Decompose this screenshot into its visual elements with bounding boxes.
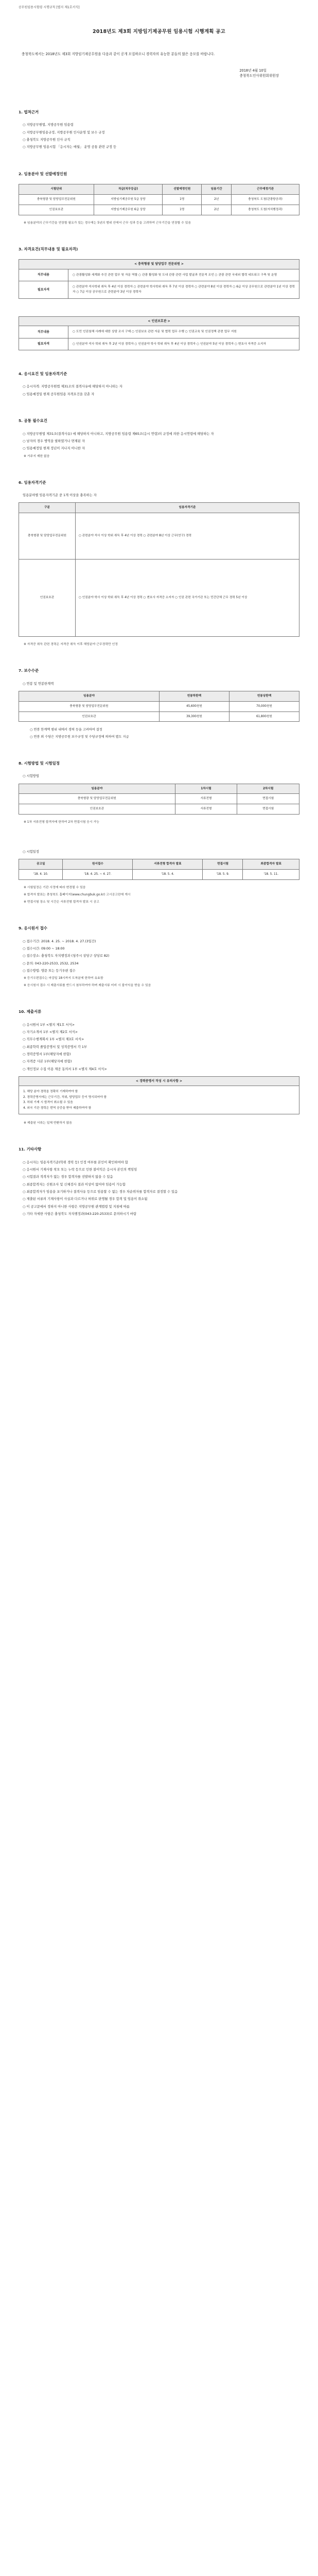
section-qualification-title: 3. 자격요건(직무내용 및 필요자격) — [19, 246, 78, 251]
kv-value: ○ 관광활성화 세계화 추진 관련 업무 및 자문 역할 ○ 관광 활성화 및 도내 관광 관련 사업 발굴과 전문적 조언 ○ 관광 관련 국내외 협력 네트워크 구축 및 운영 — [73, 273, 277, 277]
table-header: 시험단위 — [19, 184, 94, 195]
kv-value: ○ 도민 인권침해 사례에 대한 상담 조사 구제 ○ 인권보호 관련 자문 및 협력 업무 수행 ○ 인권교육 및 인권정책 관련 업무 지원 — [73, 330, 237, 334]
table-cell: '18. 5. 9. — [203, 870, 243, 880]
kv-key: 필요자격 — [19, 338, 68, 350]
table-header: 면접시험 — [203, 859, 243, 870]
note-text: ※ 합격자 발표는 충청북도 홈페이지(www.chungbuk.go.kr) 고시공고란에 게시 — [24, 893, 131, 897]
lead-text: ○ 시험일정 — [23, 850, 39, 854]
list-item: ○ 개인정보 수집 이용 제공 동의서 1부 <별지 제4호 서식> — [23, 1067, 107, 1071]
table-header: 임용분야 — [19, 784, 175, 794]
table-row — [19, 560, 299, 637]
table-header-row — [19, 859, 299, 870]
list-item: 2. 경력증명서에는 근무기간, 직위, 담당업무 등이 명시되어야 함 — [23, 1095, 107, 1099]
table-cell: 충북형광 및 담당업무전문위원 — [19, 701, 160, 711]
section-common-requirements-title: 5. 공통 필수요건 — [19, 418, 47, 423]
box-body — [19, 1086, 299, 1114]
list-item: ○ 임용예정일 현재 정년이 지나지 아니한 자 — [23, 447, 85, 451]
table-header: 연봉상한액 — [229, 691, 299, 701]
criteria-table — [19, 502, 299, 637]
list-item: ○ 임용예정일 현재 공무원임용 자격요건을 갖춘 자 — [23, 392, 95, 396]
list-item: ○ 연봉 외 수당은 지방공무원 보수규정 및 수당규정에 의하여 별도 지급 — [30, 735, 129, 739]
table-cell: 2년 — [202, 205, 232, 215]
note-text: ※ 응시원서 접수 시 제출서류를 반드시 첨부하여야 하며 제출서류 미비 시 불이익을 받을 수 있음 — [24, 984, 151, 988]
table-cell: 충청북도 도청(관광항공과) — [232, 195, 299, 205]
note-text: ※ 시험일정은 기관 사정에 따라 변경될 수 있음 — [24, 886, 86, 890]
list-item: ○ 최종학력 졸업증명서 및 성적증명서 각 1부 — [23, 1045, 87, 1049]
kv-row — [19, 338, 299, 350]
section-positions-title: 2. 임용분야 및 선발예정인원 — [19, 171, 67, 176]
table-cell: 서류전형 — [175, 804, 237, 815]
lead-text: ○ 응시원서 1부 <별지 제1호 서식> — [23, 1023, 75, 1027]
table-cell: ○ 관련분야 석사 이상 학위 취득 후 4년 이상 경력 ○ 관련분야 8년 이상 근무(연구) 경력 — [76, 513, 299, 560]
table-header: 임용분야 — [19, 691, 160, 701]
table-header: 구분 — [19, 503, 76, 513]
list-item: ○ 제출된 서류의 기재사항이 사실과 다르거나 허위로 판명될 경우 합격 및 임용이 취소됨 — [23, 1197, 148, 1201]
note-text: ※ 면접시험 장소 및 시간은 서류전형 합격자 발표 시 공고 — [24, 901, 99, 904]
table-header-row — [19, 691, 299, 701]
table-header: 서류전형 합격자 발표 — [133, 859, 203, 870]
table-cell: ○ 인권분야 학사 이상 학위 취득 후 4년 이상 경력 ○ 변호사 자격증 소지자 ○ 인권 관련 국가기관 또는 민간단체 근무 경력 5년 이상 — [76, 560, 299, 637]
list-item: ○ 최종합격자는 신원조사 및 신체검사 결과 이상이 없어야 임용이 가능함 — [23, 1182, 126, 1187]
list-item: ○ 접수방법: 방문 또는 등기우편 접수 — [23, 969, 76, 973]
table-header: 근무예정기관 — [232, 184, 299, 195]
section-legal-basis-title: 1. 법적근거 — [19, 109, 39, 114]
table-cell: 인권보호관 — [19, 804, 175, 815]
kv-value: ○ 인권분야 석사 학위 취득 후 2년 이상 경력자 ○ 인권분야 학사 학위 취득 후 4년 이상 경력자 ○ 인권분야 5년 이상 경력자 ○ 변호사 자격증 소지자 — [73, 342, 266, 346]
note-text: ※ 제출된 서류는 일체 반환하지 않음 — [24, 1122, 72, 1125]
list-item: 3. 허위 기재 시 합격이 취소될 수 있음 — [23, 1101, 73, 1105]
table-cell: 지방임기제공무원 6급 상당 — [94, 205, 162, 215]
table-row — [19, 205, 299, 215]
list-item: ○ 문의: 043-220-2533, 2532, 2534 — [23, 961, 79, 965]
salary-table — [19, 691, 299, 722]
table-row — [19, 195, 299, 205]
kv-row — [19, 281, 299, 298]
table-row — [19, 870, 299, 880]
list-item: ○ 지방공무원법 제31조(결격사유) 에 해당하지 아니하고, 지방공무원 임용령 제65조(응시 연령)의 규정에 의한 응시연령에 해당하는 자 — [23, 432, 214, 436]
kv-key: 직무내용 — [19, 269, 68, 281]
positions-table — [19, 184, 299, 215]
table-cell: '18. 4. 25. ~ 4. 27. — [63, 870, 133, 880]
table-cell: 충북형광 및 담당업무전문위원 — [19, 794, 175, 804]
list-item: ○ 이 공고문에서 정하지 아니한 사항은 지방공무원 관계법령 및 지침에 따름 — [23, 1205, 130, 1209]
table-cell: 61,800천원 — [229, 711, 299, 722]
table-cell: 2년 — [202, 195, 232, 205]
list-item: ○ 충청북도 지방공무원 인사 규칙 — [23, 138, 70, 142]
table-row — [19, 711, 299, 722]
note-text: ※ 등기우편접수는 마감일 18시까지 도착분에 한하여 유효함 — [24, 977, 103, 980]
section-eligibility-title: 4. 응시요건 및 임용자격기준 — [19, 371, 67, 376]
table-header-row — [19, 503, 299, 513]
note-text: ※ 임용분야의 근무기간을 연장할 필요가 있는 경우에는 5년의 범위 안에서 근무 성과 등을 고려하여 근무기간을 연장할 수 있음 — [24, 221, 191, 225]
section-salary-title: 7. 보수수준 — [19, 668, 39, 673]
list-item: ○ 자기소개서 1부 <별지 제2호 서식> — [23, 1030, 78, 1035]
table-cell: 충북형광 및 담당업무전문위원 — [19, 195, 94, 205]
list-item: ○ 응시자격: 지방공무원법 제31조의 결격사유에 해당하지 아니하는 자 — [23, 385, 122, 389]
table-header-row — [19, 784, 299, 794]
table-cell: 서류전형 — [175, 794, 237, 804]
table-cell: '18. 5. 4. — [133, 870, 203, 880]
list-item: ○ 접수기간: 2018. 4. 25. ~ 2018. 4. 27.(3일간) — [23, 939, 96, 943]
section-documents-title: 10. 제출서류 — [19, 1009, 42, 1014]
note-text: ※ 자격증 취득 관련 경력은 자격증 취득 이후 해당분야 근무경력만 인정 — [24, 643, 118, 647]
table-header: 최종합격자 발표 — [243, 859, 299, 870]
list-item: 1. 해당 분야 경력을 정확히 기재하여야 함 — [23, 1090, 78, 1094]
note-text: ※ 거주지 제한 없음 — [24, 454, 50, 458]
list-item: ○ 시험결과 적격자가 없는 경우 합격자를 선발하지 않을 수 있음 — [23, 1175, 113, 1179]
kv-row — [19, 269, 299, 281]
table-cell: 1명 — [163, 195, 202, 205]
exam-method-table — [19, 784, 299, 815]
kv-key: 직무내용 — [19, 326, 68, 337]
note-text: ※ 1차 서류전형 합격자에 한하여 2차 면접시험 응시 가능 — [24, 821, 99, 824]
table-cell: '18. 5. 11. — [243, 870, 299, 880]
list-item: ○ 자격증 사본 1부(해당자에 한함) — [23, 1060, 72, 1064]
table-header-row — [19, 184, 299, 195]
lead-text: ○ 시험방법 — [23, 774, 39, 778]
lead-text: ○ 연봉 및 연봉한계액 — [23, 682, 54, 686]
table-row — [19, 513, 299, 560]
table-header: 공고일 — [19, 859, 63, 870]
list-item: ○ 직무수행계획서 1부 <별지 제3호 서식> — [23, 1038, 84, 1042]
list-item: ○ 연봉 한계액 범위 내에서 경력 등을 고려하여 결정 — [30, 728, 102, 732]
table-cell: 70,000천원 — [229, 701, 299, 711]
table-header: 원서접수 — [63, 859, 133, 870]
table-cell: 지방임기제공무원 5급 상당 — [94, 195, 162, 205]
kv-key: 필요자격 — [19, 281, 68, 298]
table-row — [19, 701, 299, 711]
kv-row — [19, 326, 299, 338]
table-cell: 39,300천원 — [159, 711, 229, 722]
table-header: 2차시험 — [237, 784, 299, 794]
table-cell: 1명 — [163, 205, 202, 215]
table-cell: 인권보호관 — [19, 711, 160, 722]
box-header: < 경력증명서 작성 시 유의사항 > — [19, 1077, 299, 1086]
table-cell: 인권보호관 — [19, 560, 76, 637]
list-item: ○ 남자의 경우 병역을 필하였거나 면제된 자 — [23, 439, 85, 443]
section-appointment-criteria-title: 6. 임용자격기준 — [19, 480, 46, 485]
table-header: 직급(직무등급) — [94, 184, 162, 195]
table-row — [19, 804, 299, 815]
list-item: ○ 응시자는 임용자격기준(학위 경력 등) 인정 여부를 본인이 확인하여야 함 — [23, 1160, 128, 1164]
list-item: ○ 경력증명서 1부(해당자에 한함) — [23, 1053, 71, 1057]
table-cell: 인권보호관 — [19, 205, 94, 215]
list-item: ○ 지방공무원임용규정, 지방공무원 인사운영 및 보수 규정 — [23, 130, 105, 134]
announcement-date: 2018년 4월 10일 — [239, 68, 267, 73]
table-header: 선발예정인원 — [163, 184, 202, 195]
table-cell: 충북형광 및 담당업무전문위원 — [19, 513, 76, 560]
schedule-table — [19, 859, 299, 880]
career-notes-box — [19, 1076, 299, 1114]
lead-text: 임용분야별 임용자격기준 중 1개 이상을 충족하는 자 — [23, 494, 97, 497]
qualification-box-human-rights — [19, 316, 299, 350]
list-item: ○ 접수시간: 09:00 ~ 18:00 — [23, 946, 65, 951]
issuing-organization: 충청북도인사위원회위원장 — [239, 73, 279, 78]
list-item: 4. 외국 기관 경력은 번역 공증을 받아 제출하여야 함 — [23, 1106, 92, 1110]
intro-text: 충청북도에서는 2018년도 제3회 지방임기제공무원을 다음과 같이 공개 모집하오니 경력자의 유능한 분들의 많은 응모를 바랍니다. — [22, 52, 215, 57]
list-item: ○ 최종합격자가 임용을 포기하거나 결격사유 등으로 임용할 수 없는 경우 차순위자를 합격자로 결정할 수 있음 — [23, 1190, 178, 1194]
list-item: ○ 지방공무원 임용시험 「응시자는 매월」 운영 공통 관련 규정 등 — [23, 145, 117, 149]
box-header: < 충북형광 및 담당업무 전문위원 > — [19, 260, 299, 269]
table-cell: 45,600천원 — [159, 701, 229, 711]
table-cell: 면접시험 — [237, 794, 299, 804]
list-item: ○ 응시원서 기재사항 착오 또는 누락 등으로 인한 불이익은 응시자 본인의 책임임 — [23, 1167, 137, 1172]
table-row — [19, 794, 299, 804]
form-label: 공무원임용시험령 시행규칙 [별지 제1호서식] — [19, 6, 80, 9]
kv-value: ○ 관련분야 석사학위 취득 후 4년 이상 경력자 ○ 관련분야 학사학위 취득 후 7년 이상 경력자 ○ 관련분야 8년 이상 경력자 ○ 6급 이상 공무원으로 관련분야 1년 이상 경력자 ○ 7급 이상 공무원으로 관련분야 3년 이상 경력자 — [73, 285, 295, 294]
list-item: ○ 접수장소: 충청북도 자치행정과 (청주시 상당구 상당로 82) — [23, 954, 110, 958]
table-cell: 충청북도 도청(자치행정과) — [232, 205, 299, 215]
table-header: 임용자격기준 — [76, 503, 299, 513]
table-cell: '18. 4. 10. — [19, 870, 63, 880]
qualification-box-tourism — [19, 259, 299, 299]
table-header: 임용기간 — [202, 184, 232, 195]
table-cell: 면접시험 — [237, 804, 299, 815]
list-item: ○ 기타 자세한 사항은 충청북도 자치행정과(043-220-2533)로 문의하시기 바람 — [23, 1212, 137, 1216]
section-misc-title: 11. 기타사항 — [19, 1147, 42, 1152]
section-exam-method-title: 8. 시험방법 및 시험일정 — [19, 760, 60, 766]
section-application-title: 9. 응시원서 접수 — [19, 926, 47, 931]
box-header: < 인권보호관 > — [19, 317, 299, 326]
table-header: 1차시험 — [175, 784, 237, 794]
table-header: 연봉하한액 — [159, 691, 229, 701]
page-title: 2018년도 제3회 지방임기제공무원 임용시험 시행계획 공고 — [93, 29, 225, 35]
list-item: ○ 지방공무원법, 지방공무원 임용령 — [23, 123, 74, 127]
